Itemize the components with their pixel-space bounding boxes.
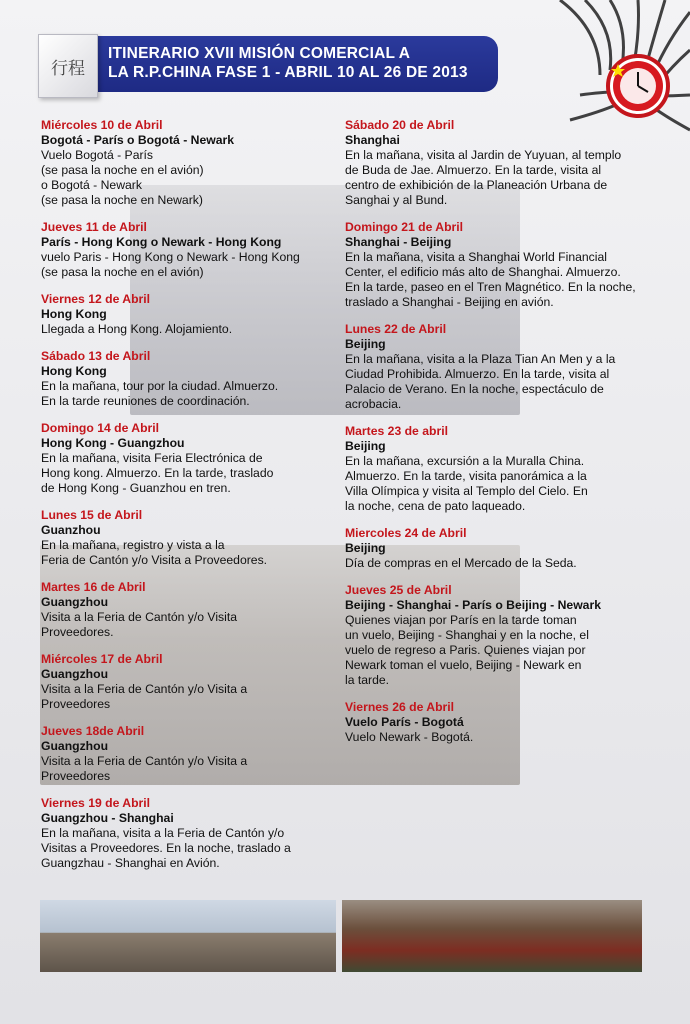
- day-detail-line: Vuelo Bogotá - París: [41, 148, 154, 162]
- day-route: Bogotá - París o Bogotá - Newark: [41, 133, 234, 147]
- temple-courtyard-photo: [342, 900, 642, 972]
- itinerary-day: [41, 118, 333, 208]
- day-detail-line: (se pasa la noche en el avión): [41, 265, 204, 279]
- itinerary-day: [41, 580, 333, 640]
- day-detail-line: vuelo Paris - Hong Kong o Newark - Hong Kong: [41, 250, 300, 264]
- itinerary-day: [41, 652, 333, 712]
- day-date: Viernes 12 de Abril: [41, 292, 151, 306]
- day-detail-line: (se pasa la noche en Newark): [41, 193, 203, 207]
- day-detail-line: Visita a la Feria de Cantón y/o Visita a: [41, 682, 248, 696]
- day-detail-line: acrobacia.: [345, 397, 402, 411]
- day-date: Lunes 15 de Abril: [41, 508, 143, 522]
- day-detail-line: En la mañana, visita a la Plaza Tian An Men y a la: [345, 352, 616, 366]
- itinerary-day: [345, 424, 645, 514]
- day-detail-line: Visita a la Feria de Cantón y/o Visita: [41, 610, 238, 624]
- day-date: Martes 16 de Abril: [41, 580, 146, 594]
- day-detail-line: Proveedores: [41, 697, 111, 711]
- day-date: Martes 23 de abril: [345, 424, 448, 438]
- title-line-1: ITINERARIO XVII MISIÓN COMERCIAL A: [108, 45, 411, 62]
- day-detail-line: Vuelo Newark - Bogotá.: [345, 730, 474, 744]
- temple-roof-photo: [40, 900, 336, 972]
- day-detail-line: Hong kong. Almuerzo. En la tarde, traslado: [41, 466, 274, 480]
- day-route: Hong Kong - Guangzhou: [41, 436, 185, 450]
- itinerary-right-column: [345, 118, 645, 757]
- day-detail-line: En la mañana, registro y vista a la: [41, 538, 225, 552]
- itinerary-day: [41, 508, 333, 568]
- day-detail-line: traslado a Shanghai - Beijing en avión.: [345, 295, 554, 309]
- itinerary-day: [41, 349, 333, 409]
- day-detail-line: Ciudad Prohibida. Almuerzo. En la tarde, visita al: [345, 367, 610, 381]
- day-route: Beijing: [345, 439, 386, 453]
- day-detail-line: En la mañana, excursión a la Muralla China.: [345, 454, 585, 468]
- itinerary-day: [345, 220, 645, 310]
- day-detail-line: Sanghai y al Bund.: [345, 193, 448, 207]
- day-date: Miercoles 24 de Abril: [345, 526, 467, 540]
- day-route: París - Hong Kong o Newark - Hong Kong: [41, 235, 282, 249]
- day-detail-line: vuelo de regreso a Paris. Quienes viajan por: [345, 643, 586, 657]
- itinerary-day: [41, 421, 333, 496]
- day-detail-line: Newark toman el vuelo, Beijing - Newark en: [345, 658, 582, 672]
- day-date: Lunes 22 de Abril: [345, 322, 447, 336]
- itinerary-day: [41, 796, 333, 871]
- itinerary-day: [41, 292, 333, 337]
- day-detail-line: En la mañana, visita Feria Electrónica de: [41, 451, 263, 465]
- day-date: Miércoles 10 de Abril: [41, 118, 163, 132]
- day-route: Guanzhou: [41, 523, 101, 537]
- day-date: Viernes 19 de Abril: [41, 796, 151, 810]
- day-detail-line: En la mañana, visita a la Feria de Cantón y/o: [41, 826, 285, 840]
- page-title: [108, 44, 498, 82]
- day-route: Beijing - Shanghai - París o Beijing - Newark: [345, 598, 601, 612]
- day-detail-line: Quienes viajan por París en la tarde toman: [345, 613, 577, 627]
- day-detail-line: Proveedores: [41, 769, 111, 783]
- day-route: Shanghai - Beijing: [345, 235, 452, 249]
- day-detail-line: Almuerzo. En la tarde, visita panorámica a la: [345, 469, 587, 483]
- itinerary-day: [345, 118, 645, 208]
- itinerary-day: [345, 583, 645, 688]
- day-route: Beijing: [345, 337, 386, 351]
- itinerary-day: [41, 220, 333, 280]
- day-detail-line: Feria de Cantón y/o Visita a Proveedores.: [41, 553, 268, 567]
- day-date: Domingo 14 de Abril: [41, 421, 160, 435]
- itinerary-day: [345, 526, 645, 571]
- day-detail-line: En la tarde, paseo en el Tren Magnético. En la noche,: [345, 280, 636, 294]
- day-detail-line: centro de exhibición de la Planeación Urbana de: [345, 178, 608, 192]
- day-date: Jueves 18de Abril: [41, 724, 145, 738]
- day-detail-line: Visitas a Proveedores. En la noche, traslado a: [41, 841, 291, 855]
- day-detail-line: En la mañana, visita al Jardin de Yuyuan, al templo: [345, 148, 622, 162]
- day-route: Hong Kong: [41, 364, 107, 378]
- day-route: Guangzhou - Shanghai: [41, 811, 174, 825]
- itinerary-day: [345, 700, 645, 745]
- day-detail-line: de Buda de Jae. Almuerzo. En la tarde, visita al: [345, 163, 602, 177]
- day-date: Jueves 11 de Abril: [41, 220, 147, 234]
- chinese-badge: [38, 34, 98, 98]
- title-line-2: LA R.P.CHINA FASE 1 - ABRIL 10 AL 26 DE 2013: [108, 64, 468, 81]
- day-detail-line: Día de compras en el Mercado de la Seda.: [345, 556, 577, 570]
- day-date: Sábado 13 de Abril: [41, 349, 151, 363]
- day-date: Viernes 26 de Abril: [345, 700, 455, 714]
- day-route: Guangzhou: [41, 667, 109, 681]
- day-detail-line: Visita a la Feria de Cantón y/o Visita a: [41, 754, 248, 768]
- itinerary-day: [345, 322, 645, 412]
- day-detail-line: Villa Olímpica y visita al Templo del Cielo. En: [345, 484, 588, 498]
- day-route: Guangzhou: [41, 739, 109, 753]
- itinerary-left-column: [41, 118, 333, 883]
- badge-text: 行程: [51, 58, 85, 79]
- day-route: Shanghai: [345, 133, 400, 147]
- day-route: Hong Kong: [41, 307, 107, 321]
- day-date: Domingo 21 de Abril: [345, 220, 464, 234]
- day-detail-line: En la mañana, visita a Shanghai World Financial: [345, 250, 607, 264]
- day-detail-line: la tarde.: [345, 673, 390, 687]
- day-detail-line: de Hong Kong - Guanzhou en tren.: [41, 481, 231, 495]
- day-detail-line: (se pasa la noche en el avión): [41, 163, 204, 177]
- day-route: Beijing: [345, 541, 386, 555]
- day-detail-line: o Bogotá - Newark: [41, 178, 142, 192]
- day-date: Miércoles 17 de Abril: [41, 652, 163, 666]
- day-detail-line: En la mañana, tour por la ciudad. Almuerzo.: [41, 379, 279, 393]
- day-route: Guangzhou: [41, 595, 109, 609]
- day-detail-line: Guangzhau - Shanghai en Avión.: [41, 856, 220, 870]
- day-date: Jueves 25 de Abril: [345, 583, 452, 597]
- day-detail-line: Center, el edificio más alto de Shanghai. Almuerzo.: [345, 265, 621, 279]
- day-detail-line: Llegada a Hong Kong. Alojamiento.: [41, 322, 233, 336]
- day-detail-line: En la tarde reuniones de coordinación.: [41, 394, 250, 408]
- day-detail-line: un vuelo, Beijing - Shanghai y en la noche, el: [345, 628, 589, 642]
- day-route: Vuelo París - Bogotá: [345, 715, 464, 729]
- day-detail-line: Proveedores.: [41, 625, 114, 639]
- itinerary-day: [41, 724, 333, 784]
- day-date: Sábado 20 de Abril: [345, 118, 455, 132]
- day-detail-line: Palacio de Verano. En la noche, espectáculo de: [345, 382, 604, 396]
- day-detail-line: la noche, cena de pato laqueado.: [345, 499, 526, 513]
